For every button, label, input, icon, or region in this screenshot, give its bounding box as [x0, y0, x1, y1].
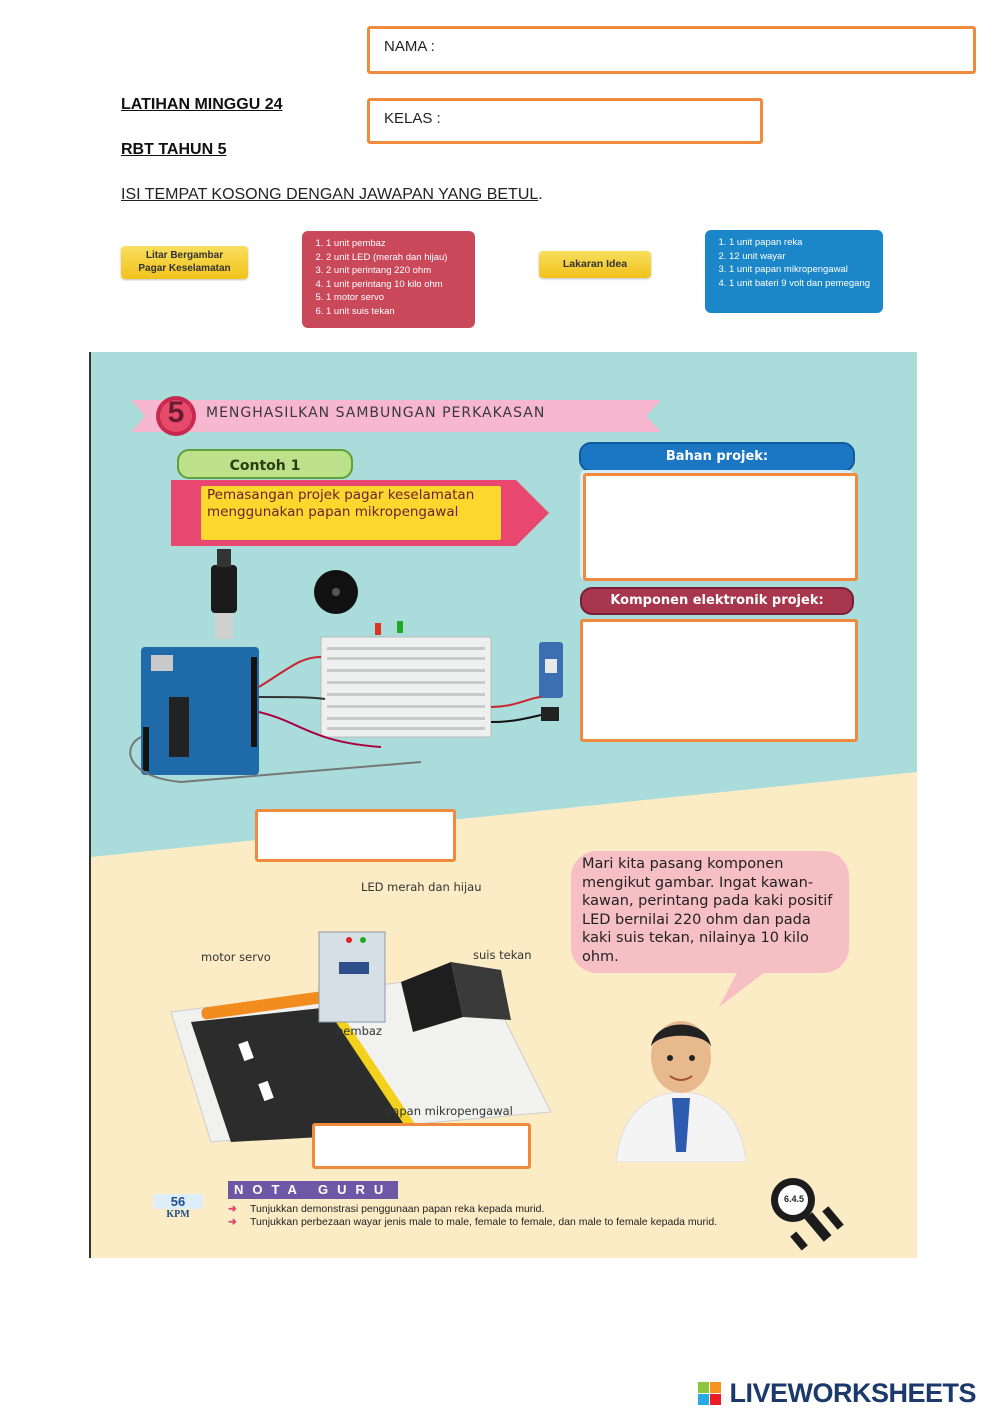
label-board: papan mikropengawal — [385, 1104, 513, 1118]
example-description: Pemasangan projek pagar keselamatan menggunakan papan mikropengawal — [201, 486, 501, 540]
chip-litar-line2: Pagar Keselamatan — [138, 263, 231, 274]
materials-list — [713, 236, 875, 290]
gear-icon — [763, 1172, 863, 1252]
class-field[interactable] — [367, 98, 763, 144]
class-label: KELAS : — [384, 110, 441, 127]
teacher-note-item — [228, 1203, 748, 1216]
section-number: 5 — [167, 396, 185, 429]
brand-name: LIVEWORKSHEETS — [729, 1378, 976, 1408]
list-item: 5. 1 motor servo — [326, 291, 467, 305]
components-list — [310, 237, 467, 318]
instruction-period: . — [538, 186, 543, 203]
list-item: 3. 1 unit papan mikropengawal — [729, 263, 875, 277]
arrow-right-icon: ➜ — [228, 1216, 237, 1228]
teacher-note-item — [228, 1216, 748, 1229]
speech-text: Mari kita pasang komponen mengikut gambar. Ingat kawan-kawan, perintang pada kaki positif LED bernilai 220 ohm dan pada kaki suis tekan, nilainya 10 kilo ohm. — [582, 856, 833, 965]
label-buzzer: pembaz — [336, 1024, 382, 1038]
label-led: LED merah dan hijau — [361, 880, 482, 894]
textbook-page — [89, 352, 917, 1258]
name-label: NAMA : — [384, 38, 435, 55]
chip-lakaran-label: Lakaran Idea — [562, 258, 628, 270]
instruction — [121, 186, 543, 204]
gear-code: 6.4.5 — [783, 1194, 805, 1204]
section-title: MENGHASILKAN SAMBUNGAN PERKAKASAN — [206, 405, 546, 421]
list-item: 1. 1 unit pembaz — [326, 237, 467, 251]
list-item: 4. 1 unit bateri 9 volt dan pemegang — [729, 277, 875, 291]
gate-answer-box[interactable] — [312, 1123, 531, 1169]
teacher-notes — [228, 1203, 748, 1229]
publisher-label: KPM — [166, 1209, 190, 1220]
answer-list-components[interactable] — [302, 231, 475, 328]
subject-title: RBT TAHUN 5 — [121, 141, 227, 158]
teacher-note-text: Tunjukkan perbezaan wayar jenis male to male, female to female, dan male to female kepada murid. — [250, 1216, 718, 1228]
arrow-right-icon: ➜ — [228, 1203, 237, 1215]
instruction-text: ISI TEMPAT KOSONG DENGAN JAWAPAN YANG BETUL — [121, 186, 539, 203]
circuit-answer-box[interactable] — [255, 809, 456, 862]
materials-label: Bahan projek: — [579, 442, 855, 472]
page-number: 56 — [153, 1194, 203, 1209]
list-item: 2. 2 unit LED (merah dan hijau) — [326, 251, 467, 265]
answer-chip-lakaran[interactable] — [539, 251, 651, 278]
footer-brand — [697, 1378, 976, 1408]
example-label: Contoh 1 — [177, 449, 353, 479]
week-title: LATIHAN MINGGU 24 — [121, 96, 283, 113]
answer-chip-litar[interactable] — [121, 246, 248, 279]
components-label: Komponen elektronik projek: — [580, 587, 854, 615]
circuit-illustration — [121, 547, 591, 797]
list-item: 6. 1 unit suis tekan — [326, 305, 467, 319]
label-switch: suis tekan — [473, 948, 532, 962]
list-item: 3. 2 unit perintang 220 ohm — [326, 264, 467, 278]
name-field[interactable] — [367, 26, 976, 74]
list-item: 4. 1 unit perintang 10 kilo ohm — [326, 278, 467, 292]
materials-answer-box[interactable] — [583, 473, 858, 581]
chip-litar-line1: Litar Bergambar — [145, 250, 224, 261]
list-item: 1. 1 unit papan reka — [729, 236, 875, 250]
liveworksheets-logo-icon — [697, 1381, 723, 1407]
list-item: 2. 12 unit wayar — [729, 250, 875, 264]
teacher-note-text: Tunjukkan demonstrasi penggunaan papan reka kepada murid. — [250, 1203, 545, 1215]
teacher-note-title: NOTA GURU — [228, 1181, 398, 1199]
components-answer-box[interactable] — [580, 619, 858, 742]
answer-list-materials[interactable] — [705, 230, 883, 313]
student-illustration — [606, 1002, 756, 1162]
label-servo: motor servo — [201, 950, 271, 964]
page-number-badge — [153, 1194, 203, 1228]
